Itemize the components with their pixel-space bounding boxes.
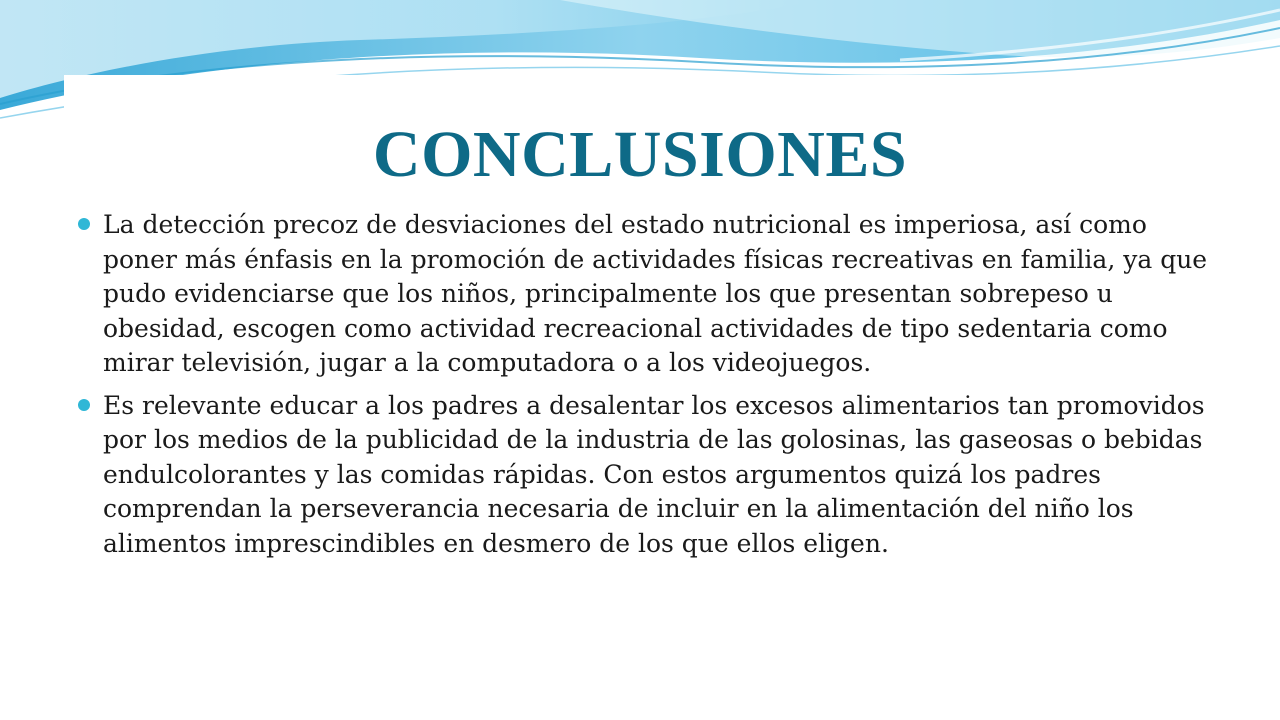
slide-title: CONCLUSIONES (372, 118, 908, 191)
bullet-item (76, 389, 1216, 562)
bullet-dot-icon (78, 218, 90, 230)
bullet-text: Es relevante educar a los padres a desalentar los excesos alimentarios tan promovidos por los medios de la publicidad de la industria de las golosinas, las gaseosas o bebidas endulcolorantes y las comidas rápidas. Con estos argumentos quizá los padres comprendan la perseverancia necesaria de incluir en la alimentación del niño los alimentos imprescindibles en desmero de los que ellos eligen. (103, 390, 1205, 558)
bullet-dot-icon (78, 399, 90, 411)
bullet-item (76, 208, 1216, 381)
bullet-list (76, 208, 1216, 569)
bullet-text: La detección precoz de desviaciones del estado nutricional es imperiosa, así como poner más énfasis en la promoción de actividades físicas recreativas en familia, ya que pudo evidenciarse que los niños, principalmente los que presentan sobrepeso u obesidad, escogen como actividad recreacional actividades de tipo sedentaria como mirar televisión, jugar a la computadora o a los videojuegos. (103, 210, 1208, 377)
